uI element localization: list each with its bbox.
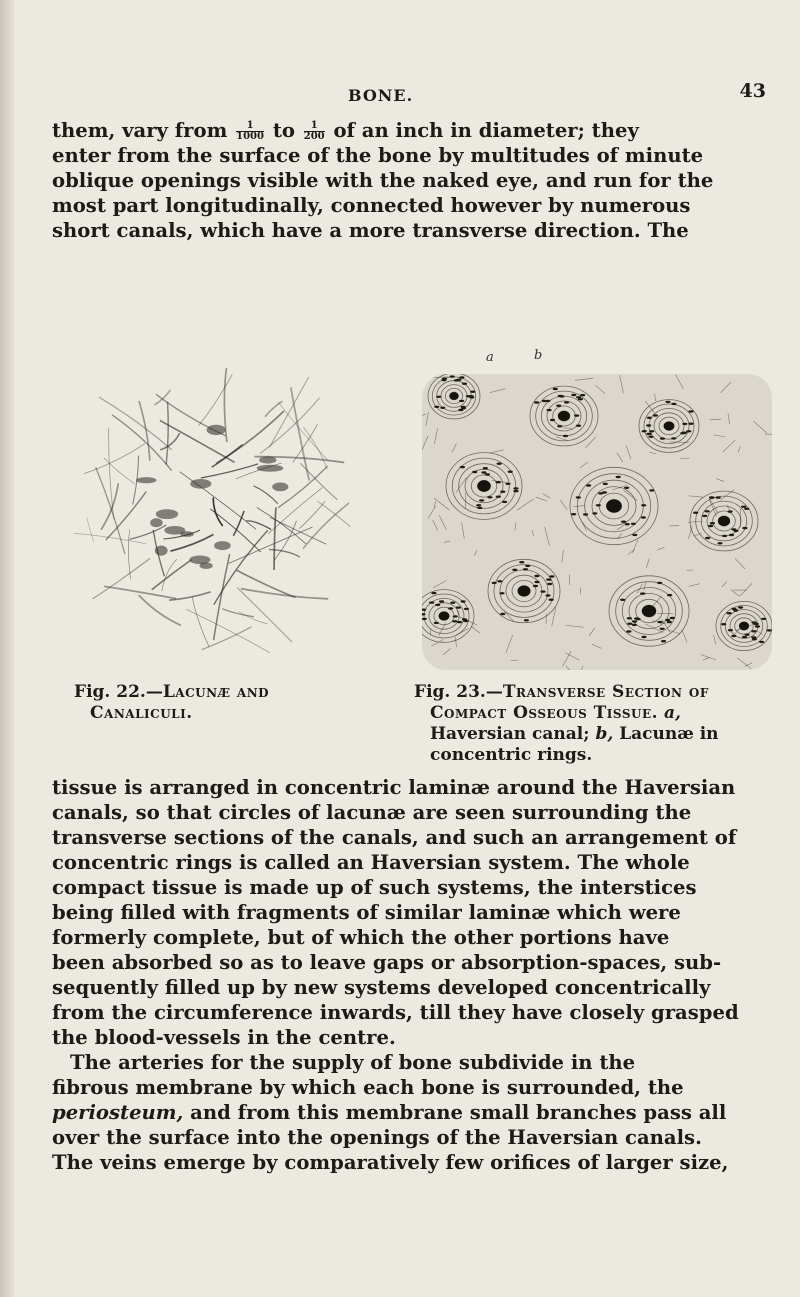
page-number: 43 (739, 80, 766, 102)
text-line: The arteries for the supply of bone subdivide in the (70, 1051, 636, 1074)
body-paragraph-1 (52, 775, 768, 1050)
text-line: transverse sections of the canals, and such an arrangement of (52, 826, 737, 849)
text-line: enter from the surface of the bone by multitudes of minute (52, 144, 704, 167)
fraction: $\frac{1}{1000}$ (236, 120, 264, 142)
page-header (40, 80, 780, 110)
running-title: BONE. (348, 86, 414, 105)
figure-22-caption: Fig. 22.—Lacunæ and Canaliculi. (74, 682, 270, 723)
text-line: canals, so that circles of lacunæ are seen surrounding the (52, 801, 692, 824)
text-line: concentric rings is called an Haversian system. The whole (52, 851, 690, 874)
text-line: periosteum, and from this membrane small branches pass all (52, 1101, 727, 1124)
figure-label-a: a (486, 350, 494, 365)
figure-label-b: b (534, 348, 543, 363)
text-line: sequently filled up by new systems developed concentrically (52, 976, 711, 999)
text-line: oblique openings visible with the naked eye, and run for the (52, 169, 714, 192)
text-line: from the circumference inwards, till they have closely grasped (52, 1001, 739, 1024)
text-line: most part longitudinally, connected however by numerous (52, 194, 691, 217)
text-line: the blood-vessels in the centre. (52, 1026, 396, 1049)
figure-23-illustration (414, 348, 776, 674)
text-line: The veins emerge by comparatively few orifices of larger size, (52, 1151, 729, 1174)
figure-22-illustration (74, 364, 354, 664)
text-line: them, vary from $\frac{1}{1000}$ to $\frac{1}{200}$ of an inch in diameter; they (52, 119, 639, 142)
fraction: $\frac{1}{200}$ (303, 120, 325, 142)
text-line: compact tissue is made up of such systems, the interstices (52, 876, 697, 899)
top-paragraph (52, 118, 768, 243)
text-line: short canals, which have a more transverse direction. The (52, 219, 689, 242)
text-line: been absorbed so as to leave gaps or absorption-spaces, sub- (52, 951, 722, 974)
text-line: formerly complete, but of which the other portions have (52, 926, 670, 949)
text-line: being filled with fragments of similar laminæ which were (52, 901, 681, 924)
text-line: over the surface into the openings of the Haversian canals. (52, 1126, 702, 1149)
text-line: fibrous membrane by which each bone is surrounded, the (52, 1076, 684, 1099)
body-paragraph-2 (52, 1050, 768, 1175)
figure-23-caption: Fig. 23.—Transverse Section of Compact Osseous Tissue. a, Haversian canal; b, Lacunæ in concentric rings. (414, 682, 719, 765)
page-gutter-shadow (0, 0, 14, 1297)
text-line: tissue is arranged in concentric laminæ around the Haversian (52, 776, 736, 799)
